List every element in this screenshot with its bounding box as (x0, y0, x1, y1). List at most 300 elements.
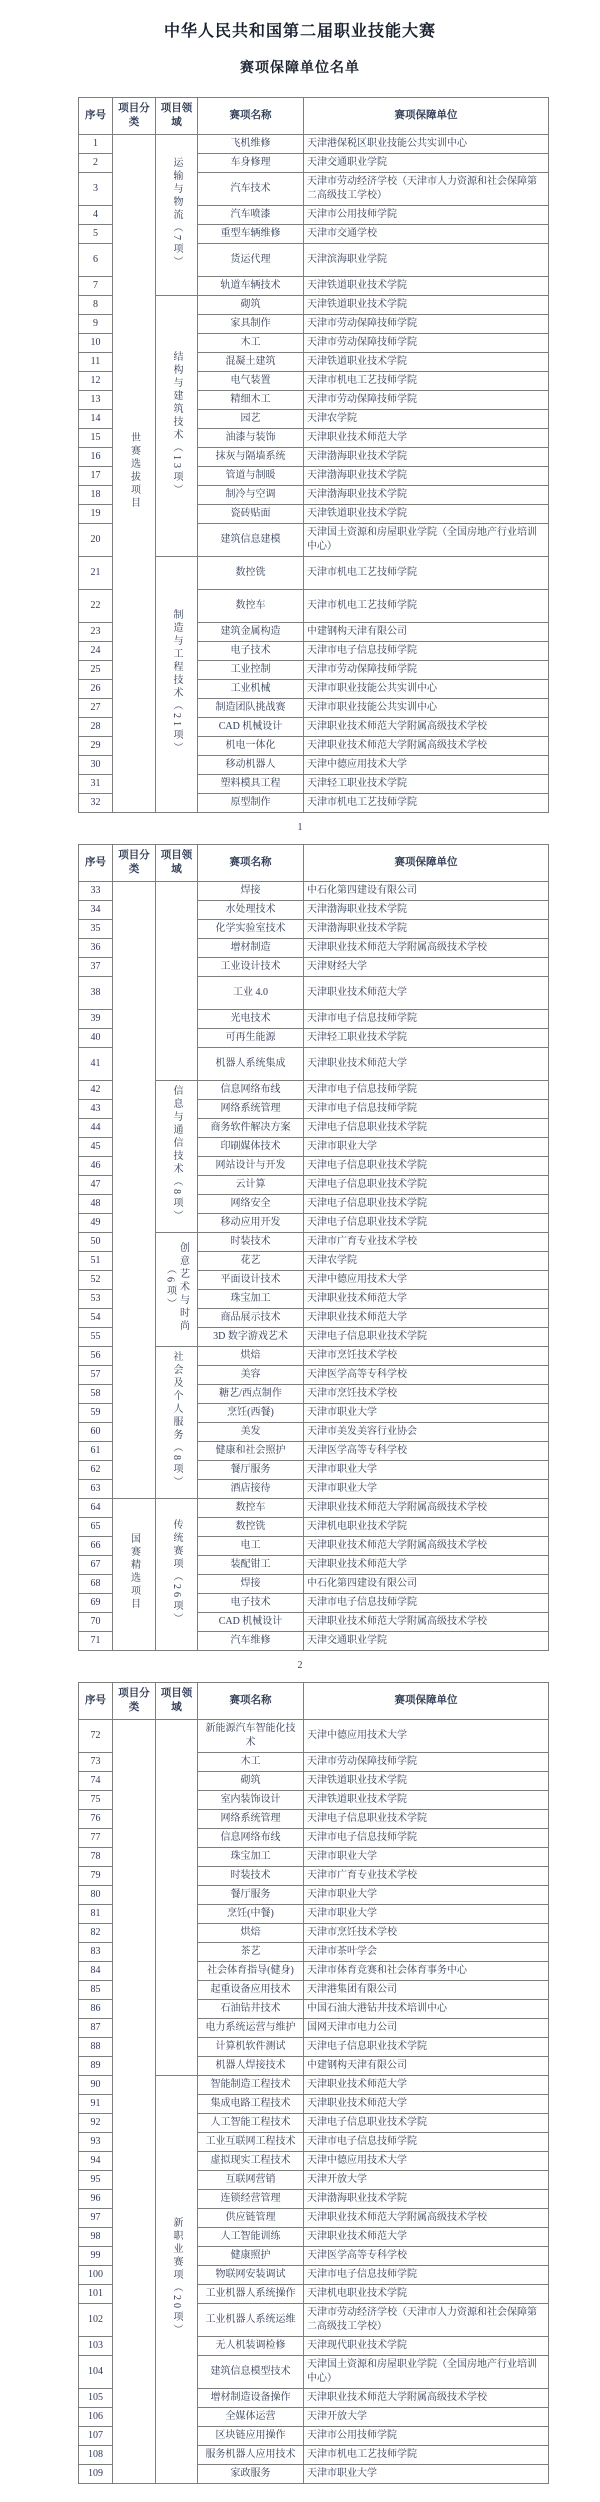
cell-event-name: 电力系统运营与维护 (198, 2019, 304, 2038)
cell-event-name: 餐厅服务 (198, 1886, 304, 1905)
cell-no: 43 (79, 1100, 113, 1119)
header-cell-field: 项目领域 (156, 1683, 198, 1720)
cell-no: 33 (79, 882, 113, 901)
cell-no: 74 (79, 1772, 113, 1791)
cell-support-unit: 天津渤海职业技术学院 (304, 467, 549, 486)
cell-no: 27 (79, 699, 113, 718)
cell-support-unit: 天津中德应用技术大学 (304, 1720, 549, 1753)
cell-no: 45 (79, 1138, 113, 1157)
cell-event-name: 数控车 (198, 590, 304, 623)
cell-field-group (156, 557, 198, 813)
cell-support-unit: 天津市电子信息技师学院 (304, 2266, 549, 2285)
cell-event-name: 工业控制 (198, 661, 304, 680)
cell-event-name: 起重设备应用技术 (198, 1981, 304, 2000)
cell-event-name: 家政服务 (198, 2465, 304, 2484)
cell-no: 37 (79, 958, 113, 977)
cell-no: 103 (79, 2337, 113, 2356)
cell-support-unit: 天津市广育专业技术学校 (304, 1233, 549, 1252)
cell-event-name: 制冷与空调 (198, 486, 304, 505)
cell-support-unit: 天津医学高等专科学校 (304, 1442, 549, 1461)
cell-support-unit: 天津市职业技能公共实训中心 (304, 699, 549, 718)
cell-no: 72 (79, 1720, 113, 1753)
cell-event-name: 人工智能训练 (198, 2228, 304, 2247)
cell-support-unit: 天津市电子信息技师学院 (304, 1100, 549, 1119)
cell-support-unit: 天津铁道职业技术学院 (304, 296, 549, 315)
cell-event-name: 酒店接待 (198, 1480, 304, 1499)
cell-no: 89 (79, 2057, 113, 2076)
cell-support-unit: 天津市茶叶学会 (304, 1943, 549, 1962)
cell-support-unit: 天津铁道职业技术学院 (304, 277, 549, 296)
cell-event-name: 制造团队挑战赛 (198, 699, 304, 718)
cell-support-unit: 天津电子信息职业技术学院 (304, 2114, 549, 2133)
category-label: 世赛选拔项目 (128, 432, 140, 510)
cell-no: 24 (79, 642, 113, 661)
support-units-table (78, 844, 549, 1651)
cell-no: 69 (79, 1594, 113, 1613)
cell-support-unit: 天津职业技术师范大学附属高级技术学校 (304, 1613, 549, 1632)
header-cell-field: 项目领域 (156, 845, 198, 882)
cell-no: 1 (79, 135, 113, 154)
field-label: 信息与通信技术（8项） (171, 1085, 182, 1223)
tables-container (0, 97, 600, 2484)
cell-no: 11 (79, 353, 113, 372)
cell-no: 56 (79, 1347, 113, 1366)
cell-no: 49 (79, 1214, 113, 1233)
cell-no: 88 (79, 2038, 113, 2057)
cell-no: 39 (79, 1010, 113, 1029)
cell-support-unit: 天津电子信息职业技术学院 (304, 1176, 549, 1195)
cell-event-name: 烹饪(中餐) (198, 1905, 304, 1924)
category-label: 国赛精选项目 (128, 1533, 140, 1611)
cell-event-name: 电子技术 (198, 642, 304, 661)
cell-no: 109 (79, 2465, 113, 2484)
cell-support-unit: 天津市劳动保障技师学院 (304, 1753, 549, 1772)
cell-event-name: 网络安全 (198, 1195, 304, 1214)
cell-no: 9 (79, 315, 113, 334)
cell-no: 34 (79, 901, 113, 920)
cell-no: 16 (79, 448, 113, 467)
cell-support-unit: 天津市职业大学 (304, 1480, 549, 1499)
cell-event-name: 园艺 (198, 410, 304, 429)
cell-support-unit: 天津市电子信息技师学院 (304, 2133, 549, 2152)
cell-support-unit: 天津现代职业技术学院 (304, 2337, 549, 2356)
cell-event-name: 建筑信息模型技术 (198, 2356, 304, 2389)
cell-support-unit: 天津市交通学校 (304, 225, 549, 244)
cell-event-name: 珠宝加工 (198, 1290, 304, 1309)
cell-no: 76 (79, 1810, 113, 1829)
cell-no: 36 (79, 939, 113, 958)
cell-event-name: 云计算 (198, 1176, 304, 1195)
cell-no: 15 (79, 429, 113, 448)
cell-event-name: 集成电路工程技术 (198, 2095, 304, 2114)
cell-event-name: 水处理技术 (198, 901, 304, 920)
cell-no: 51 (79, 1252, 113, 1271)
cell-support-unit: 天津职业技术师范大学附属高级技术学校 (304, 939, 549, 958)
cell-field-group (156, 1233, 198, 1347)
cell-no: 104 (79, 2356, 113, 2389)
cell-support-unit: 天津职业技术师范大学 (304, 429, 549, 448)
cell-event-name: 家具制作 (198, 315, 304, 334)
cell-support-unit: 天津市职业技能公共实训中心 (304, 680, 549, 699)
cell-no: 18 (79, 486, 113, 505)
cell-no: 26 (79, 680, 113, 699)
cell-event-name: 数控车 (198, 1499, 304, 1518)
cell-support-unit: 天津渤海职业技术学院 (304, 2190, 549, 2209)
cell-field-group (156, 296, 198, 557)
cell-no: 29 (79, 737, 113, 756)
cell-event-name: 连锁经营管理 (198, 2190, 304, 2209)
cell-no: 28 (79, 718, 113, 737)
cell-support-unit: 天津市广育专业技术学校 (304, 1867, 549, 1886)
cell-event-name: 时装技术 (198, 1233, 304, 1252)
cell-support-unit: 天津市劳动保障技师学院 (304, 334, 549, 353)
cell-no: 91 (79, 2095, 113, 2114)
cell-support-unit: 天津市美发美容行业协会 (304, 1423, 549, 1442)
cell-support-unit: 天津港集团有限公司 (304, 1981, 549, 2000)
cell-event-name: 电子技术 (198, 1594, 304, 1613)
cell-support-unit: 天津市职业大学 (304, 1404, 549, 1423)
cell-no: 83 (79, 1943, 113, 1962)
cell-event-name: CAD 机械设计 (198, 1613, 304, 1632)
cell-support-unit: 中石化第四建设有限公司 (304, 882, 549, 901)
cell-support-unit: 天津职业技术师范大学 (304, 977, 549, 1010)
cell-no: 95 (79, 2171, 113, 2190)
cell-event-name: 工业机器人系统运维 (198, 2304, 304, 2337)
cell-support-unit: 天津电子信息职业技术学院 (304, 1195, 549, 1214)
cell-event-name: 增材制造设备操作 (198, 2389, 304, 2408)
cell-no: 64 (79, 1499, 113, 1518)
cell-no: 67 (79, 1556, 113, 1575)
cell-event-name: 木工 (198, 334, 304, 353)
cell-support-unit: 天津职业技术师范大学 (304, 2228, 549, 2247)
field-label: 制造与工程技术（21项） (171, 609, 182, 755)
cell-event-name: 车身修理 (198, 154, 304, 173)
cell-no: 7 (79, 277, 113, 296)
cell-support-unit: 中建钢构天津有限公司 (304, 2057, 549, 2076)
cell-event-name: 工业 4.0 (198, 977, 304, 1010)
table-row (79, 135, 549, 154)
cell-support-unit: 天津中德应用技术大学 (304, 756, 549, 775)
support-units-table (78, 97, 549, 813)
cell-event-name: 无人机装调检修 (198, 2337, 304, 2356)
cell-no: 77 (79, 1829, 113, 1848)
cell-event-name: 光电技术 (198, 1010, 304, 1029)
cell-event-name: 网络系统管理 (198, 1810, 304, 1829)
cell-support-unit: 天津铁道职业技术学院 (304, 1772, 549, 1791)
cell-event-name: 移动机器人 (198, 756, 304, 775)
cell-support-unit: 天津市电子信息技师学院 (304, 1081, 549, 1100)
cell-support-unit: 天津职业技术师范大学 (304, 1309, 549, 1328)
cell-support-unit: 天津电子信息职业技术学院 (304, 1157, 549, 1176)
page-number: 2 (297, 1660, 303, 1671)
cell-no: 68 (79, 1575, 113, 1594)
cell-event-name: 建筑信息建模 (198, 524, 304, 557)
cell-support-unit: 天津农学院 (304, 410, 549, 429)
cell-no: 19 (79, 505, 113, 524)
cell-no: 106 (79, 2408, 113, 2427)
cell-support-unit: 天津电子信息职业技术学院 (304, 1810, 549, 1829)
cell-support-unit: 天津铁道职业技术学院 (304, 353, 549, 372)
cell-no: 102 (79, 2304, 113, 2337)
cell-support-unit: 天津电子信息职业技术学院 (304, 1119, 549, 1138)
cell-event-name: 3D 数字游戏艺术 (198, 1328, 304, 1347)
field-label: 传统赛项（26项） (171, 1518, 182, 1626)
cell-event-name: 可再生能源 (198, 1029, 304, 1048)
cell-event-name: 平面设计技术 (198, 1271, 304, 1290)
cell-support-unit: 天津电子信息职业技术学院 (304, 2038, 549, 2057)
cell-no: 107 (79, 2427, 113, 2446)
cell-no: 12 (79, 372, 113, 391)
cell-no: 93 (79, 2133, 113, 2152)
cell-support-unit: 中建钢构天津有限公司 (304, 623, 549, 642)
cell-event-name: 飞机维修 (198, 135, 304, 154)
cell-no: 25 (79, 661, 113, 680)
cell-event-name: 汽车喷漆 (198, 206, 304, 225)
cell-no: 73 (79, 1753, 113, 1772)
cell-support-unit: 天津医学高等专科学校 (304, 1366, 549, 1385)
cell-support-unit: 天津市机电工艺技师学院 (304, 590, 549, 623)
cell-support-unit: 天津市机电工艺技师学院 (304, 557, 549, 590)
cell-event-name: 全媒体运营 (198, 2408, 304, 2427)
header-cell-event: 赛项名称 (198, 98, 304, 135)
header-row (79, 98, 549, 135)
cell-event-name: 机器人焊接技术 (198, 2057, 304, 2076)
cell-support-unit: 天津市劳动保障技师学院 (304, 315, 549, 334)
cell-no: 23 (79, 623, 113, 642)
cell-event-name: 工业互联网工程技术 (198, 2133, 304, 2152)
cell-no: 3 (79, 173, 113, 206)
cell-event-name: 商品展示技术 (198, 1309, 304, 1328)
cell-field-group (156, 882, 198, 1081)
cell-support-unit: 天津职业技术师范大学附属高级技术学校 (304, 737, 549, 756)
cell-support-unit: 天津市劳动经济学校（天津市人力资源和社会保障第二高级技工学校） (304, 2304, 549, 2337)
cell-no: 79 (79, 1867, 113, 1886)
cell-support-unit: 天津市职业大学 (304, 2465, 549, 2484)
table-row (79, 1720, 549, 1753)
cell-no: 41 (79, 1048, 113, 1081)
cell-no: 98 (79, 2228, 113, 2247)
cell-event-name: 瓷砖贴面 (198, 505, 304, 524)
cell-event-name: 化学实验室技术 (198, 920, 304, 939)
cell-support-unit: 中石化第四建设有限公司 (304, 1575, 549, 1594)
cell-no: 20 (79, 524, 113, 557)
cell-event-name: 砌筑 (198, 1772, 304, 1791)
cell-support-unit: 天津渤海职业技术学院 (304, 486, 549, 505)
cell-support-unit: 天津机电职业技术学院 (304, 1518, 549, 1537)
cell-event-name: 计算机软件测试 (198, 2038, 304, 2057)
cell-no: 48 (79, 1195, 113, 1214)
header-cell-event: 赛项名称 (198, 1683, 304, 1720)
cell-event-name: 汽车技术 (198, 173, 304, 206)
cell-support-unit: 天津农学院 (304, 1252, 549, 1271)
cell-no: 21 (79, 557, 113, 590)
cell-no: 78 (79, 1848, 113, 1867)
cell-no: 52 (79, 1271, 113, 1290)
cell-support-unit: 天津渤海职业技术学院 (304, 901, 549, 920)
cell-event-name: 汽车维修 (198, 1632, 304, 1651)
cell-support-unit: 天津市电子信息技师学院 (304, 1010, 549, 1029)
cell-event-name: 焊接 (198, 882, 304, 901)
cell-event-name: 装配钳工 (198, 1556, 304, 1575)
cell-event-name: 智能制造工程技术 (198, 2076, 304, 2095)
cell-event-name: 花艺 (198, 1252, 304, 1271)
cell-event-name: 原型制作 (198, 794, 304, 813)
cell-event-name: 时装技术 (198, 1867, 304, 1886)
cell-no: 30 (79, 756, 113, 775)
cell-support-unit: 天津职业技术师范大学附属高级技术学校 (304, 2209, 549, 2228)
cell-support-unit: 天津电子信息职业技术学院 (304, 1328, 549, 1347)
cell-event-name: 轨道车辆技术 (198, 277, 304, 296)
cell-event-name: 健康照护 (198, 2247, 304, 2266)
cell-no: 80 (79, 1886, 113, 1905)
header-cell-category: 项目分类 (113, 1683, 156, 1720)
cell-support-unit: 天津滨海职业学院 (304, 244, 549, 277)
cell-event-name: 砌筑 (198, 296, 304, 315)
cell-support-unit: 天津交通职业学院 (304, 1632, 549, 1651)
cell-event-name: 糖艺/西点制作 (198, 1385, 304, 1404)
cell-category-group (113, 135, 156, 813)
cell-event-name: 茶艺 (198, 1943, 304, 1962)
cell-support-unit: 天津市劳动经济学校（天津市人力资源和社会保障第二高级技工学校） (304, 173, 549, 206)
cell-no: 90 (79, 2076, 113, 2095)
cell-event-name: 供应链管理 (198, 2209, 304, 2228)
cell-support-unit: 国网天津市电力公司 (304, 2019, 549, 2038)
cell-no: 50 (79, 1233, 113, 1252)
cell-support-unit: 天津市烹饪技术学校 (304, 1347, 549, 1366)
cell-support-unit: 天津国土资源和房屋职业学院（全国房地产行业培训中心） (304, 524, 549, 557)
cell-no: 58 (79, 1385, 113, 1404)
table-row (79, 1499, 549, 1518)
cell-no: 61 (79, 1442, 113, 1461)
cell-no: 105 (79, 2389, 113, 2408)
cell-support-unit: 天津职业技术师范大学附属高级技术学校 (304, 718, 549, 737)
cell-no: 63 (79, 1480, 113, 1499)
cell-event-name: 塑料模具工程 (198, 775, 304, 794)
cell-event-name: 印刷媒体技术 (198, 1138, 304, 1157)
cell-support-unit: 天津开放大学 (304, 2408, 549, 2427)
cell-category-group (113, 882, 156, 1499)
cell-event-name: 增材制造 (198, 939, 304, 958)
cell-no: 54 (79, 1309, 113, 1328)
cell-support-unit: 天津职业技术师范大学 (304, 2076, 549, 2095)
header-row (79, 845, 549, 882)
cell-event-name: 工业机器人系统操作 (198, 2285, 304, 2304)
cell-support-unit: 天津职业技术师范大学 (304, 1048, 549, 1081)
cell-no: 100 (79, 2266, 113, 2285)
cell-no: 32 (79, 794, 113, 813)
cell-support-unit: 天津财经大学 (304, 958, 549, 977)
cell-no: 13 (79, 391, 113, 410)
cell-support-unit: 天津市机电工艺技师学院 (304, 372, 549, 391)
cell-no: 6 (79, 244, 113, 277)
cell-support-unit: 天津轻工职业技术学院 (304, 1029, 549, 1048)
cell-support-unit: 天津市职业大学 (304, 1886, 549, 1905)
cell-no: 38 (79, 977, 113, 1010)
cell-event-name: 精细木工 (198, 391, 304, 410)
cell-no: 22 (79, 590, 113, 623)
cell-event-name: 混凝土建筑 (198, 353, 304, 372)
cell-event-name: 机电一体化 (198, 737, 304, 756)
cell-event-name: 石油钻井技术 (198, 2000, 304, 2019)
cell-no: 35 (79, 920, 113, 939)
cell-no: 17 (79, 467, 113, 486)
document-subtitle: 赛项保障单位名单 (240, 61, 360, 76)
cell-support-unit: 天津市职业大学 (304, 1905, 549, 1924)
support-units-table (78, 1682, 549, 2484)
cell-support-unit: 天津市体育竞赛和社会体育事务中心 (304, 1962, 549, 1981)
cell-support-unit: 天津中德应用技术大学 (304, 1271, 549, 1290)
cell-category-group (113, 1720, 156, 2484)
cell-no: 94 (79, 2152, 113, 2171)
cell-event-name: 烹饪(西餐) (198, 1404, 304, 1423)
cell-support-unit: 天津市职业大学 (304, 1848, 549, 1867)
cell-no: 2 (79, 154, 113, 173)
cell-event-name: 珠宝加工 (198, 1848, 304, 1867)
header-cell-unit: 赛项保障单位 (304, 98, 549, 135)
cell-support-unit: 天津市职业大学 (304, 1138, 549, 1157)
cell-event-name: 管道与制暖 (198, 467, 304, 486)
cell-support-unit: 天津市电子信息技师学院 (304, 1594, 549, 1613)
cell-support-unit: 天津渤海职业技术学院 (304, 448, 549, 467)
cell-no: 59 (79, 1404, 113, 1423)
cell-event-name: 焊接 (198, 1575, 304, 1594)
cell-event-name: 电工 (198, 1537, 304, 1556)
cell-no: 31 (79, 775, 113, 794)
cell-category-group (113, 1499, 156, 1651)
cell-no: 71 (79, 1632, 113, 1651)
cell-event-name: 抹灰与隔墙系统 (198, 448, 304, 467)
cell-event-name: 建筑金属构造 (198, 623, 304, 642)
cell-support-unit: 天津市烹饪技术学校 (304, 1385, 549, 1404)
cell-event-name: 信息网络布线 (198, 1829, 304, 1848)
cell-no: 55 (79, 1328, 113, 1347)
cell-no: 14 (79, 410, 113, 429)
cell-no: 62 (79, 1461, 113, 1480)
cell-no: 86 (79, 2000, 113, 2019)
cell-event-name: 信息网络布线 (198, 1081, 304, 1100)
cell-event-name: 重型车辆维修 (198, 225, 304, 244)
cell-no: 92 (79, 2114, 113, 2133)
header-cell-no: 序号 (79, 98, 113, 135)
document-title: 中华人民共和国第二届职业技能大赛 (163, 23, 436, 40)
cell-event-name: 烘焙 (198, 1924, 304, 1943)
cell-support-unit: 天津市电子信息技师学院 (304, 642, 549, 661)
cell-no: 42 (79, 1081, 113, 1100)
cell-no: 75 (79, 1791, 113, 1810)
cell-support-unit: 天津职业技术师范大学 (304, 2095, 549, 2114)
cell-no: 70 (79, 1613, 113, 1632)
header-cell-no: 序号 (79, 1683, 113, 1720)
cell-no: 8 (79, 296, 113, 315)
cell-no: 5 (79, 225, 113, 244)
field-label: 新职业赛项（20项） (171, 2217, 182, 2337)
header-cell-category: 项目分类 (113, 845, 156, 882)
cell-no: 40 (79, 1029, 113, 1048)
cell-no: 97 (79, 2209, 113, 2228)
cell-event-name: 室内装饰设计 (198, 1791, 304, 1810)
cell-support-unit: 天津国土资源和房屋职业学院（全国房地产行业培训中心） (304, 2356, 549, 2389)
cell-no: 65 (79, 1518, 113, 1537)
cell-event-name: 电气装置 (198, 372, 304, 391)
cell-event-name: 人工智能工程技术 (198, 2114, 304, 2133)
cell-no: 99 (79, 2247, 113, 2266)
cell-support-unit: 天津市公用技师学院 (304, 206, 549, 225)
cell-no: 57 (79, 1366, 113, 1385)
cell-support-unit: 天津市电子信息技师学院 (304, 1829, 549, 1848)
field-label: 社会及个人服务（8项） (171, 1351, 182, 1489)
cell-support-unit: 天津市机电工艺技师学院 (304, 794, 549, 813)
cell-support-unit: 中国石油大港钻井技术培训中心 (304, 2000, 549, 2019)
